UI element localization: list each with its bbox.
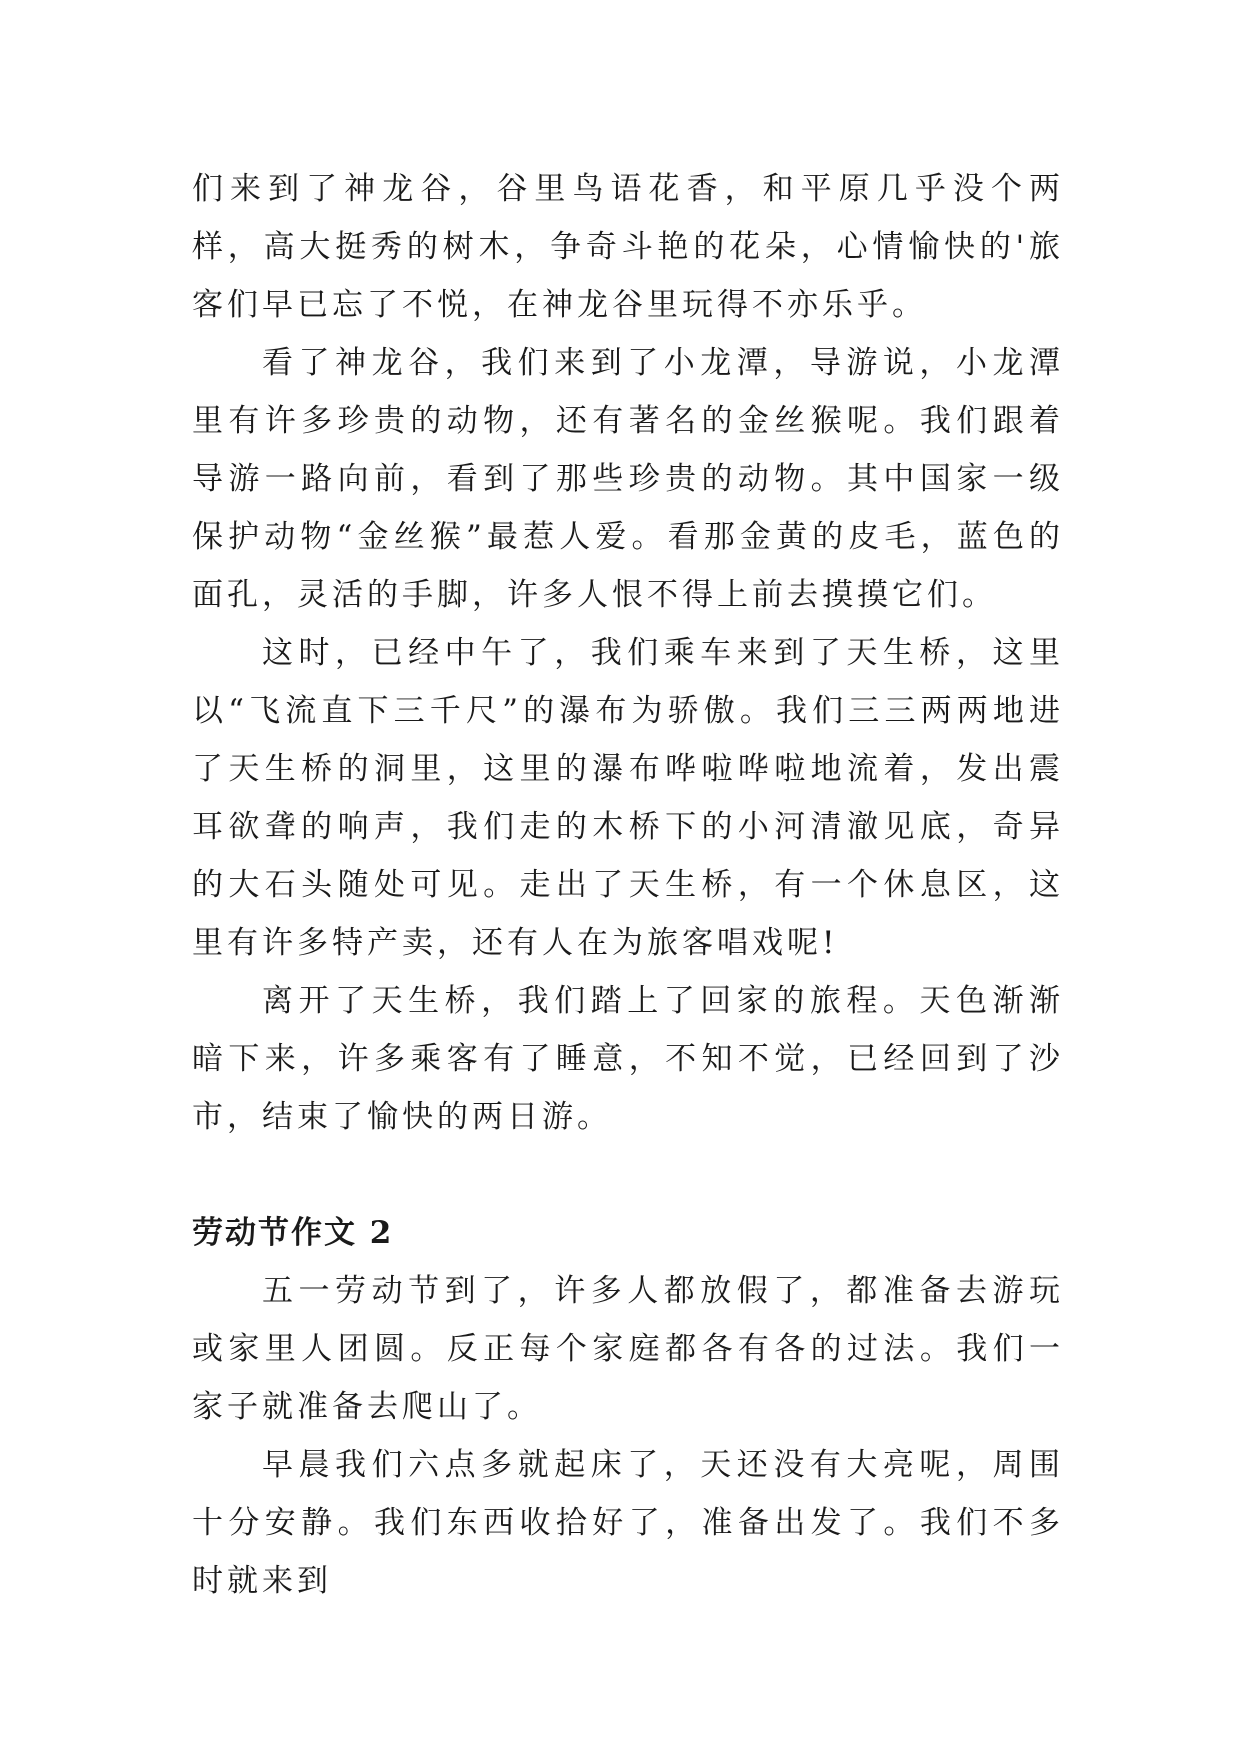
document-body (192, 160, 1064, 1610)
paragraph-3: 这时，已经中午了，我们乘车来到了天生桥，这里以“飞流直下三千尺”的瀑布为骄傲。我们三三两两地进了天生桥的洞里，这里的瀑布哗啦哗啦地流着，发出震耳欲聋的响声，我们走的木桥下的小河清澈见底，奇异的大石头随处可见。走出了天生桥，有一个休息区，这里有许多特产卖，还有人在为旅客唱戏呢! (192, 635, 1064, 961)
paragraph-6: 早晨我们六点多就起床了，天还没有大亮呢，周围十分安静。我们东西收拾好了，准备出发了。我们不多时就来到 (192, 1447, 1064, 1599)
paragraph-5: 五一劳动节到了，许多人都放假了，都准备去游玩或家里人团圆。反正每个家庭都各有各的过法。我们一家子就准备去爬山了。 (192, 1273, 1064, 1425)
section-title: 劳动节作文 2 (192, 1215, 394, 1251)
paragraph-1: 们来到了神龙谷，谷里鸟语花香，和平原几乎没个两样，高大挺秀的树木，争奇斗艳的花朵，心情愉快的'旅客们早已忘了不悦，在神龙谷里玩得不亦乐乎。 (192, 171, 1064, 323)
paragraph-4: 离开了天生桥，我们踏上了回家的旅程。天色渐渐暗下来，许多乘客有了睡意，不知不觉，已经回到了沙市，结束了愉快的两日游。 (192, 983, 1064, 1135)
section-spacer (192, 1146, 1064, 1204)
paragraph-2: 看了神龙谷，我们来到了小龙潭，导游说，小龙潭里有许多珍贵的动物，还有著名的金丝猴呢。我们跟着导游一路向前，看到了那些珍贵的动物。其中国家一级保护动物“金丝猴”最惹人爱。看那金黄的皮毛，蓝色的面孔，灵活的手脚，许多人恨不得上前去摸摸它们。 (192, 345, 1064, 613)
